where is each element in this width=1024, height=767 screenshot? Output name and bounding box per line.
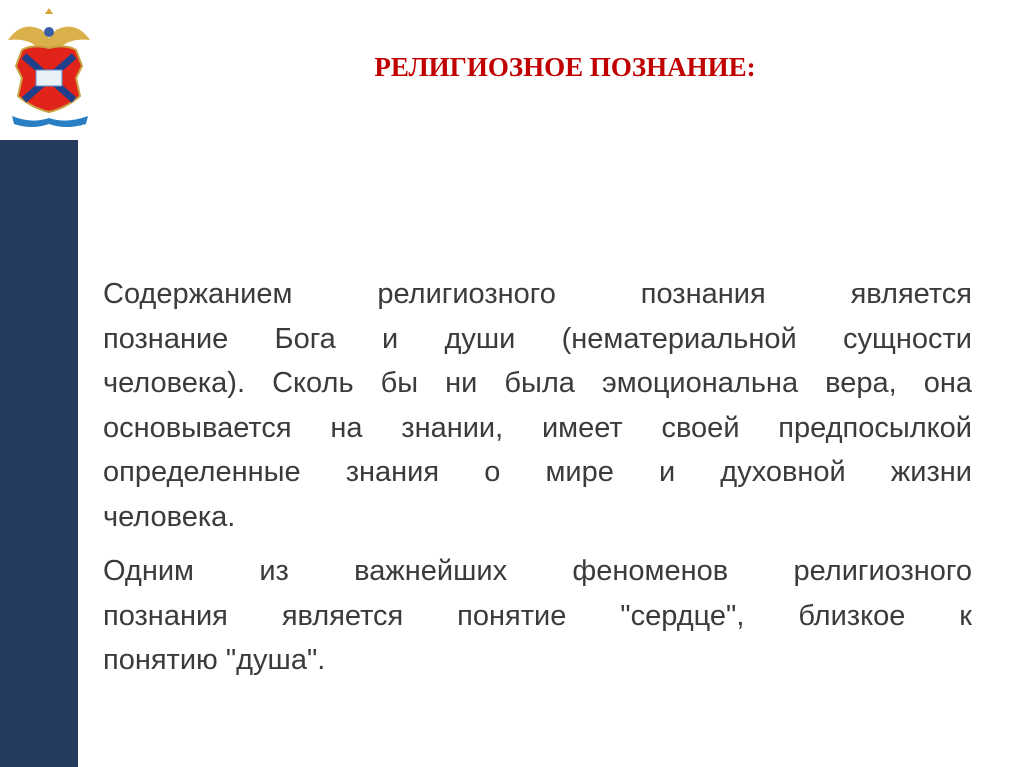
text-line: человека.	[103, 500, 236, 533]
text-line: человека). Сколь бы ни была эмоциональна вера, она	[103, 367, 972, 399]
text-line: познание Бога и души (нематериальной сущности	[103, 322, 972, 355]
emblem-logo-icon	[2, 0, 96, 132]
text-line: Одним из важнейших феноменов религиозного	[103, 555, 972, 587]
text-line: Содержанием религиозного познания является	[103, 278, 972, 310]
text-line: определенные знания о мире и духовной жизни	[103, 456, 972, 488]
paragraph-1	[103, 272, 972, 539]
text-line: основывается на знании, имеет своей предпосылкой	[103, 411, 972, 444]
text-line: понятию "душа".	[103, 644, 326, 676]
slide-body	[103, 272, 972, 693]
text-line: познания является понятие "сердце", близкое к	[103, 599, 972, 632]
slide-title: РЕЛИГИОЗНОЕ ПОЗНАНИЕ:	[374, 52, 756, 82]
sidebar-bar	[0, 140, 78, 767]
paragraph-2	[103, 549, 972, 683]
